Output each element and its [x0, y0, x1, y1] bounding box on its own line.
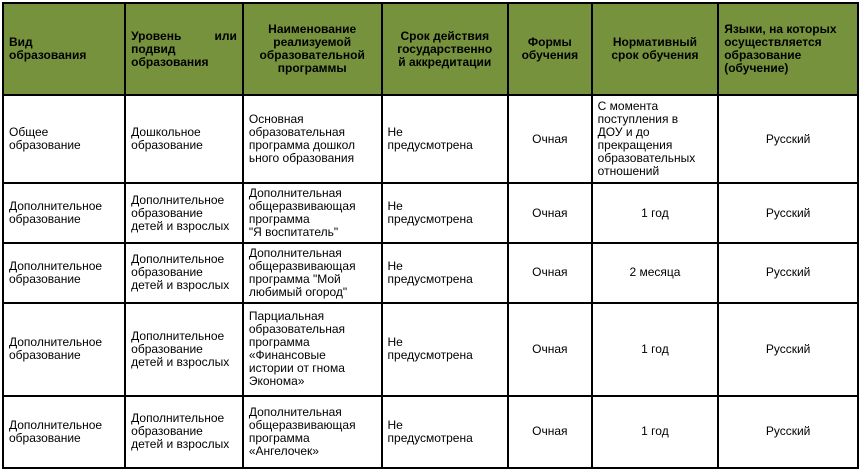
cell-language: Русский [718, 243, 858, 303]
cell-accreditation: Не предусмотрена [382, 303, 509, 395]
cell-duration: 1 год [592, 303, 719, 395]
cell-kind: Дополнительное образование [3, 396, 125, 468]
cell-language: Русский [718, 396, 858, 468]
cell-language: Русский [718, 303, 858, 395]
header-level-rest: подвид образования [131, 41, 209, 69]
cell-duration: 1 год [592, 396, 719, 468]
cell-accreditation: Не предусмотрена [382, 183, 509, 242]
cell-level: Дополнительное образование детей и взрослых [125, 303, 243, 395]
table-row [3, 396, 858, 468]
cell-program: Основная образовательная программа дошкол ьного образования [243, 95, 382, 183]
header-level-word-2: или [214, 28, 237, 43]
cell-form: Очная [508, 303, 592, 395]
header-level-word-1: Уровень [131, 28, 182, 43]
header-languages: Языки, на которых осуществляется образование (обучение) [718, 3, 858, 95]
cell-level: Дополнительное образование детей и взрослых [125, 183, 243, 242]
cell-program: Дополнительная общеразвивающая программа "Я воспитатель" [243, 183, 382, 242]
cell-kind: Дополнительное образование [3, 303, 125, 395]
header-education-kind: Вид образования [3, 3, 125, 95]
header-accreditation-term: Срок действия государственно й аккредитации [382, 3, 509, 95]
cell-form: Очная [508, 183, 592, 242]
cell-accreditation: Не предусмотрена [382, 243, 509, 303]
cell-language: Русский [718, 183, 858, 242]
cell-program: Дополнительная общеразвивающая программа "Мой любимый огород" [243, 243, 382, 303]
cell-level: Дополнительное образование детей и взрослых [125, 396, 243, 468]
header-normative-duration: Нормативный срок обучения [592, 3, 719, 95]
table-row [3, 95, 858, 183]
cell-kind: Дополнительное образование [3, 183, 125, 242]
header-education-level [125, 3, 243, 95]
cell-accreditation: Не предусмотрена [382, 396, 509, 468]
cell-form: Очная [508, 243, 592, 303]
table-row [3, 183, 858, 242]
education-programs-table [2, 2, 859, 469]
cell-kind: Общее образование [3, 95, 125, 183]
cell-language: Русский [718, 95, 858, 183]
cell-accreditation: Не предусмотрена [382, 95, 509, 183]
cell-program: Парциальная образовательная программа «Финансовые истории от гнома Эконома» [243, 303, 382, 395]
cell-duration: 2 месяца [592, 243, 719, 303]
table-row [3, 243, 858, 303]
header-study-forms: Формы обучения [508, 3, 592, 95]
cell-form: Очная [508, 95, 592, 183]
table-header-row [3, 3, 858, 95]
table-row [3, 303, 858, 395]
cell-duration: С момента поступления в ДОУ и до прекращения образовательных отношений [592, 95, 719, 183]
cell-kind: Дополнительное образование [3, 243, 125, 303]
cell-form: Очная [508, 396, 592, 468]
header-program-name: Наименование реализуемой образовательной программы [243, 3, 382, 95]
cell-duration: 1 год [592, 183, 719, 242]
cell-level: Дошкольное образование [125, 95, 243, 183]
cell-program: Дополнительная общеразвивающая программа «Ангелочек» [243, 396, 382, 468]
cell-level: Дополнительное образование детей и взрослых [125, 243, 243, 303]
